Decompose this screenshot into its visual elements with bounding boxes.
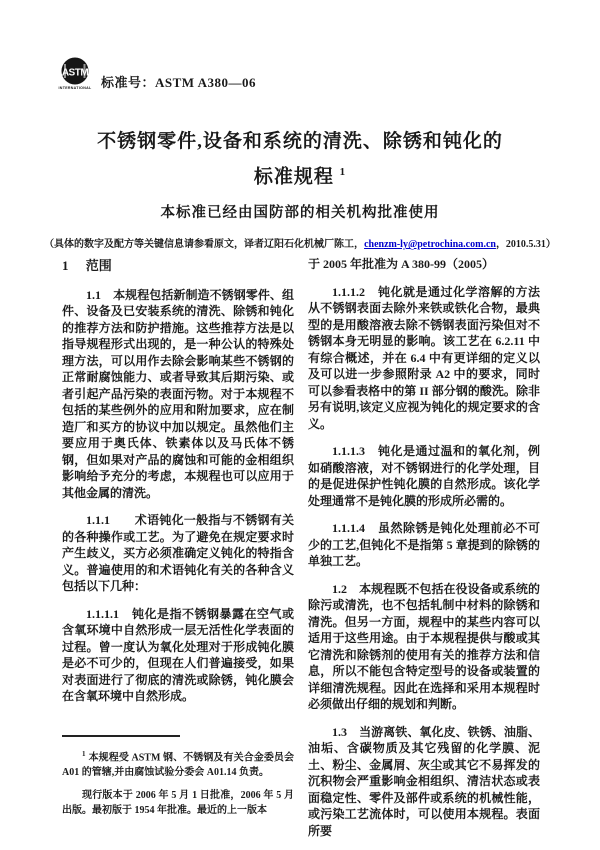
title-footnote-superscript: 1	[339, 166, 347, 178]
right-column	[308, 256, 540, 850]
translator-email-link[interactable]: chenzm-ly@petrochina.com.cn	[364, 239, 496, 251]
section-title: 范围	[85, 258, 112, 273]
content-columns	[62, 256, 540, 850]
paragraph-1-1-1-1: 1.1.1.1 钝化是指不锈钢暴露在空气或含氧环境中自然形成一层无活性化学表面的过程。曾一度认为氧化处理对于形成钝化膜是必不可少的，但现在人们普遍接受，如果对表面进行了彻底的清洗或除锈，钝化膜会在含氧环境中自然形成。	[62, 606, 294, 703]
astm-logo-text: ASTM	[61, 67, 89, 79]
left-column	[62, 256, 294, 850]
translator-note	[0, 235, 600, 250]
astm-logo-icon	[56, 56, 94, 94]
paragraph-1-1-1-4: 1.1.1.4 虽然除锈是钝化处理前必不可少的工艺,但钝化不是指第 5 章提到的除锈的单独工艺。	[308, 521, 540, 568]
astm-logo-subtext: INTERNATIONAL	[58, 86, 92, 90]
approval-subtitle: 本标准已经由国防部的相关机构批准使用	[160, 205, 440, 222]
footnote-2: 现行版本于 2006 年 5 月 1 日批准，2006 年 5 月出版。最初版于 1954 年批准。最近的上一版本	[62, 789, 294, 817]
document-title-line2-text: 标准规程	[253, 166, 334, 188]
section-number: 1	[62, 258, 69, 273]
translator-note-suffix: ，2010.5.31）	[495, 239, 556, 251]
paragraph-1-3: 1.3 当游离铁、氧化皮、铁锈、油脂、油垢、含碳物质及其它残留的化学膜、泥土、粉尘、金属屑、灰尘或其它不易挥发的沉积物会严重影响金相组织、清洁状态或表面稳定性、零件及部件或系统的机械性能，或污染工艺流体时，可以使用本规程。表面所要	[308, 724, 540, 838]
footnote-marker: 1	[82, 749, 86, 758]
paragraph-1-1-1-2: 1.1.1.2 钝化就是通过化学溶解的方法从不锈钢表面去除外来铁或铁化合物，最典型的是用酸溶液去除不锈钢表面污染但对不锈钢本身无明显的影响。该工艺在 6.2.11 中有综合概述，并在 6.4 中有更详细的定义以及可以进一步参照附录 A2 中的要求，同时可以参看表格中的第 II 部分钢的酸洗。除非另有说明,该定义应视为钝化的规定要求的含义。	[308, 284, 540, 431]
document-title-line1: 不锈钢零件,设备和系统的清洗、除锈和钝化的	[97, 131, 503, 152]
translator-note-prefix: （具体的数字及配方等关键信息请参看原文，译者辽阳石化机械厂陈工，	[44, 239, 365, 251]
page-header	[56, 56, 256, 94]
footnote-divider	[62, 735, 180, 737]
paragraph-1-1-1-3: 1.1.1.3 钝化是通过温和的氧化剂，例如硝酸溶液，对不锈钢进行的化学处理，目的是促进保护性钝化膜的自然形成。该化学处理通常不是钝化膜的形成所必需的。	[308, 444, 540, 508]
footnote-1	[62, 747, 294, 781]
footnote-continuation-line: 于 2005 年批准为 A 380-99（2005）	[308, 257, 495, 271]
standard-number-label: 标准号：ASTM A380—06	[101, 75, 256, 90]
footnote-1-text: 本规程受 ASTM 钢、不锈钢及有关合金委员会 A01 的管辖,并由腐蚀试验分委会 A01.14 负责。	[62, 751, 294, 779]
paragraph-1-1: 1.1 本规程包括新制造不锈钢零件、组件、设备及已安装系统的清洗、除锈和钝化的推荐方法和防护措施。这些推荐方法是以指导规程形式出现的，是一种公认的特殊处理方法，可以用作去除会影响某些不锈钢的正常耐腐蚀能力、或者导致其后期污染、或者引起产品污染的表面污物。对于本规程不包括的某些例外的应用和附加要求，应在制造厂和买方的协议中加以规定。虽然他们主要应用于奥氏体、铁素体以及马氏体不锈钢，但如果对产品的腐蚀和可能的金相组织影响给予充分的考虑，本规程也可以应用于其他金属的清洗。	[62, 287, 294, 500]
title-block	[0, 126, 600, 250]
paragraph-1-1-1: 1.1.1 术语钝化一般指与不锈钢有关的各种操作或工艺。为了避免在规定要求时产生歧义，买方必须准确定义钝化的特指含义。普遍使用的和术语钝化有关的各种含义包括以下几种：	[62, 513, 294, 593]
document-title-line2	[0, 157, 600, 192]
section-heading-scope	[62, 258, 294, 275]
paragraph-1-2: 1.2 本规程既不包括在役设备或系统的除污或清洗，也不包括轧制中材料的除锈和清洗。但另一方面，规程中的某些内容可以适用于这些用途。由于本规程提供与酸或其它清洗和除锈剂的使用有关的推荐方法和信息，所以不能包含特定型号的设备或装置的详细清洗规程。因此在选择和采用本规程时必须做出仔细的规划和判断。	[308, 581, 540, 711]
